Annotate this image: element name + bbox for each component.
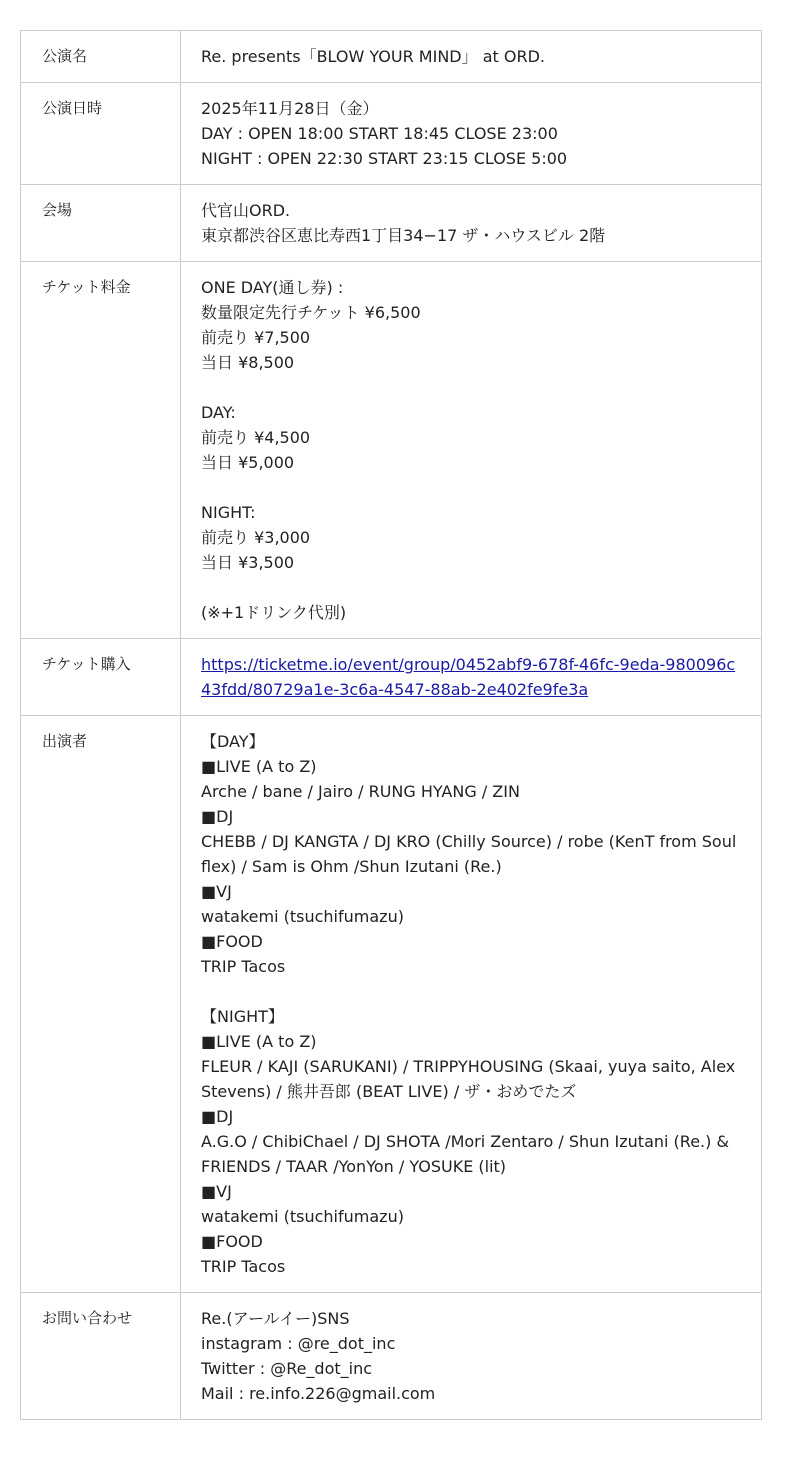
price-line: 前売り ¥4,500 bbox=[201, 428, 311, 447]
price-line: DAY: bbox=[201, 403, 236, 422]
performers-value bbox=[181, 716, 762, 1293]
ticket-price-value bbox=[181, 262, 762, 639]
table-row bbox=[21, 262, 762, 639]
performer-line: ■FOOD bbox=[201, 1232, 263, 1251]
venue-line: 東京都渋谷区恵比寿西1丁目34−17 ザ・ハウスビル 2階 bbox=[201, 226, 606, 245]
performer-line: 【NIGHT】 bbox=[201, 1007, 284, 1026]
performer-line: Arche / bane / Jairo / RUNG HYANG / ZIN bbox=[201, 782, 520, 801]
performer-line: A.G.O / ChibiChael / DJ SHOTA /Mori Zentaro / Shun Izutani (Re.) & FRIENDS / TAAR /YonYon / YOSUKE (lit) bbox=[201, 1132, 729, 1176]
performer-line: watakemi (tsuchifumazu) bbox=[201, 907, 404, 926]
price-line: ONE DAY(通し券) : bbox=[201, 278, 344, 297]
row-label: チケット料金 bbox=[21, 262, 181, 639]
contact-line: Twitter : @Re_dot_inc bbox=[201, 1359, 373, 1378]
table-row bbox=[21, 185, 762, 262]
contact-line: instagram : @re_dot_inc bbox=[201, 1334, 396, 1353]
performer-line: TRIP Tacos bbox=[201, 1257, 286, 1276]
ticket-purchase-value bbox=[181, 639, 762, 716]
performer-line: ■DJ bbox=[201, 1107, 234, 1126]
performer-line: ■FOOD bbox=[201, 932, 263, 951]
row-label: 公演名 bbox=[21, 31, 181, 83]
event-info-table bbox=[20, 30, 762, 1420]
row-label: 公演日時 bbox=[21, 83, 181, 185]
venue-line: 代官山ORD. bbox=[201, 201, 291, 220]
performer-line: CHEBB / DJ KANGTA / DJ KRO (Chilly Source) / robe (KenT from Soulflex) / Sam is Ohm /Shun Izutani (Re.) bbox=[201, 832, 737, 876]
price-line bbox=[201, 375, 741, 400]
contact-line: Mail : re.info.226@gmail.com bbox=[201, 1384, 436, 1403]
datetime-line: NIGHT : OPEN 22:30 START 23:15 CLOSE 5:00 bbox=[201, 149, 568, 168]
table-row bbox=[21, 83, 762, 185]
event-title-value: Re. presents「BLOW YOUR MIND」 at ORD. bbox=[181, 31, 762, 83]
table-row bbox=[21, 716, 762, 1293]
row-label: 会場 bbox=[21, 185, 181, 262]
performer-line: watakemi (tsuchifumazu) bbox=[201, 1207, 404, 1226]
performer-line: ■LIVE (A to Z) bbox=[201, 757, 317, 776]
performer-line: TRIP Tacos bbox=[201, 957, 286, 976]
table-row bbox=[21, 639, 762, 716]
price-line: 当日 ¥3,500 bbox=[201, 553, 295, 572]
contact-line: Re.(アールイー)SNS bbox=[201, 1309, 350, 1328]
performer-line: ■LIVE (A to Z) bbox=[201, 1032, 317, 1051]
row-label: チケット購入 bbox=[21, 639, 181, 716]
price-line: 前売り ¥7,500 bbox=[201, 328, 311, 347]
venue-value bbox=[181, 185, 762, 262]
price-line: 当日 ¥5,000 bbox=[201, 453, 295, 472]
row-label: お問い合わせ bbox=[21, 1293, 181, 1420]
performer-line: 【DAY】 bbox=[201, 732, 265, 751]
performer-line: ■DJ bbox=[201, 807, 234, 826]
price-line: 数量限定先行チケット ¥6,500 bbox=[201, 303, 421, 322]
performer-line: ■VJ bbox=[201, 1182, 232, 1201]
price-line bbox=[201, 475, 741, 500]
datetime-line: 2025年11月28日（金） bbox=[201, 99, 379, 118]
datetime-line: DAY : OPEN 18:00 START 18:45 CLOSE 23:00 bbox=[201, 124, 558, 143]
price-line bbox=[201, 575, 741, 600]
contact-value bbox=[181, 1293, 762, 1420]
price-line: (※+1ドリンク代別) bbox=[201, 603, 347, 622]
performer-line bbox=[201, 979, 741, 1004]
table-row bbox=[21, 31, 762, 83]
performer-line: ■VJ bbox=[201, 882, 232, 901]
price-line: NIGHT: bbox=[201, 503, 256, 522]
ticket-purchase-link[interactable]: https://ticketme.io/event/group/0452abf9-678f-46fc-9eda-980096c43fdd/80729a1e-3c6a-4547-88ab-2e402fe9fe3a bbox=[201, 655, 736, 699]
event-datetime-value bbox=[181, 83, 762, 185]
row-label: 出演者 bbox=[21, 716, 181, 1293]
price-line: 当日 ¥8,500 bbox=[201, 353, 295, 372]
table-row bbox=[21, 1293, 762, 1420]
price-line: 前売り ¥3,000 bbox=[201, 528, 311, 547]
performer-line: FLEUR / KAJI (SARUKANI) / TRIPPYHOUSING (Skaai, yuya saito, Alex Stevens) / 熊井吾郎 (BEAT LIVE) / ザ・おめでたズ bbox=[201, 1057, 736, 1101]
